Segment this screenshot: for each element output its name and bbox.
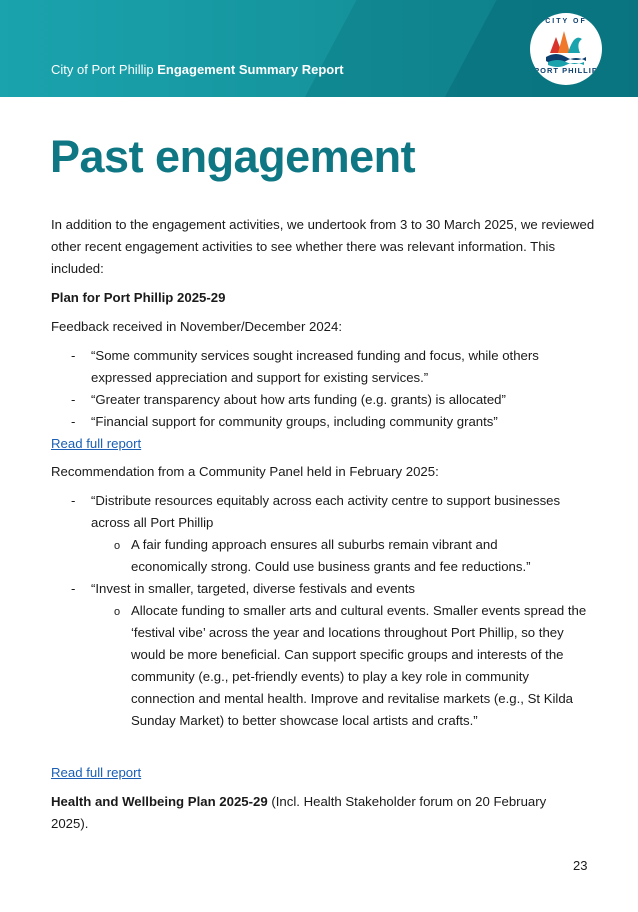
section1-bullet: “Greater transparency about how arts funding (e.g. grants) is allocated”: [91, 392, 506, 407]
logo-text-top: CITY OF: [545, 18, 587, 25]
sub-bullet-circle-icon: o: [114, 606, 121, 618]
section2-sub-bullet: Allocate funding to smaller arts and cultural events. Smaller events spread the ‘festival vibe’ across the year and locations throughout Port Phillip, so they would be more beneficial. Can support specific groups and interests of the community (e.g., pet-friendly events) to play a key role in community connection and mental health. Improve and revitalise markets (e.g., St Kilda Sunday Market) to better showcase local artists and crafts.”: [131, 603, 587, 728]
bullet-dash: -: [71, 414, 76, 429]
bullet-dash: -: [71, 348, 76, 363]
section3-heading: Health and Wellbeing Plan 2025-29: [51, 794, 268, 809]
page-number: 23: [573, 858, 588, 873]
bullet-dash: -: [71, 493, 76, 508]
section1-bullet: “Financial support for community groups, including community grants”: [91, 414, 498, 429]
page-title: Past engagement: [50, 131, 416, 182]
section2-sub-bullet: A fair funding approach ensures all suburbs remain vibrant and economically strong. Could use business grants and fee reductions.”: [131, 537, 531, 574]
section3-paragraph: [51, 791, 551, 835]
section3-text: (Incl. Health Stakeholder forum on 20 February 2025).: [51, 794, 547, 831]
section1-lead: Feedback received in November/December 2024:: [51, 319, 343, 334]
section2-bullet: “Invest in smaller, targeted, diverse festivals and events: [91, 581, 415, 596]
page-header: [0, 0, 638, 97]
header-title: [51, 62, 344, 77]
section1-bullet: “Some community services sought increased funding and focus, while others expressed appreciation and support for existing services.”: [91, 348, 539, 385]
section2-bullet: “Distribute resources equitably across each activity centre to support businesses across all Port Phillip: [91, 493, 561, 530]
bullet-dash: -: [71, 392, 76, 407]
section1-heading: Plan for Port Phillip 2025-29: [51, 290, 226, 305]
bullet-dash: -: [71, 581, 76, 596]
header-org: City of Port Phillip: [51, 62, 154, 77]
read-full-report-link[interactable]: Read full report: [51, 765, 142, 780]
header-report-name: Engagement Summary Report: [157, 62, 344, 77]
sub-bullet-circle-icon: o: [114, 540, 121, 552]
read-full-report-link[interactable]: Read full report: [51, 436, 142, 451]
section2-lead: Recommendation from a Community Panel held in February 2025:: [51, 464, 439, 479]
intro-paragraph: In addition to the engagement activities, we undertook from 3 to 30 March 2025, we reviewed other recent engagement activities to see whether there was relevant information. This included:: [51, 217, 595, 276]
city-of-port-phillip-logo: [530, 13, 602, 85]
logo-text-bottom: PORT PHILLIP: [534, 66, 598, 75]
